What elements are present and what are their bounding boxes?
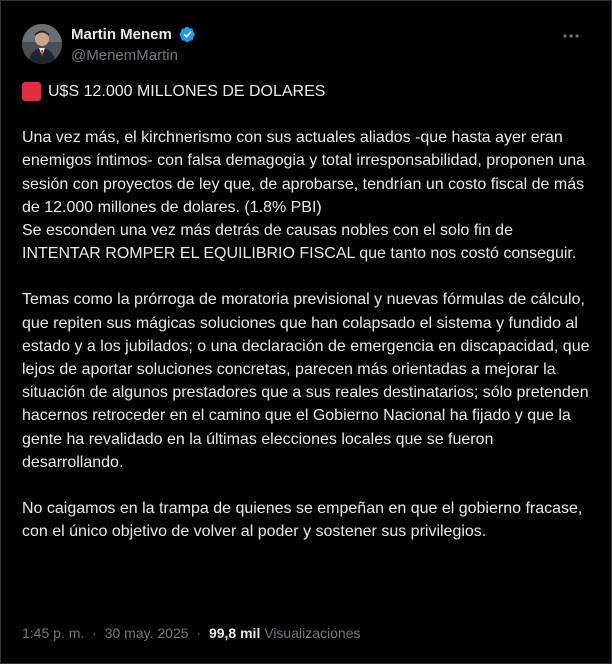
- tweet-paragraph-1: Una vez más, el kirchnerismo con sus actuales aliados -que hasta ayer eran enemigos íntimos- con falsa demagogia y total irresponsabilidad, proponen una sesión con proyectos de ley que, de aprobarse, tendrían un costo fiscal de más de 12.000 millones de dolares. (1.8% PBI) Se esconden una vez más detrás de causas nobles con el solo fin de INTENTAR ROMPER EL EQUILIBRIO FISCAL que tanto nos costó conseguir.: [22, 129, 586, 263]
- tweet-header: [22, 24, 595, 68]
- more-options-icon[interactable]: [561, 26, 581, 46]
- views-count[interactable]: 99,8 mil: [208, 625, 261, 641]
- tweet-headline: [22, 80, 594, 103]
- avatar[interactable]: [22, 24, 62, 64]
- tweet-date[interactable]: 30 may. 2025: [104, 625, 189, 641]
- tweet-paragraph-2: Temas como la prórroga de moratoria previsional y nuevas fórmulas de cálculo, que repiten sus mágicas soluciones que han colapsado el sistema y fundido al estado y a los jubilados; o una declaración de emergencia en discapacidad, que lejos de aportar soluciones concretas, parecen más orientadas a mejorar la situación de algunos prestadores que a sus reales destinatarios; sólo pretenden hacernos retroceder en el camino que el Gobierno Nacional ha fijado y que la gente ha revalidado en la últimas elecciones locales que se fueron desarrollando.: [22, 291, 590, 471]
- author-display-name[interactable]: Martin Menem: [71, 26, 172, 44]
- meta-separator-2: ·: [196, 625, 202, 641]
- tweet-time[interactable]: 1:45 p. m.: [22, 625, 85, 641]
- headline-text: U$S 12.000 MILLONES DE DOLARES: [48, 83, 326, 100]
- tweet-text: [22, 80, 594, 543]
- meta-separator: ·: [92, 625, 97, 641]
- tweet-paragraph-3: No caigamos en la trampa de quienes se empeñan en que el gobierno fracase, con el único objetivo de volver al poder y sostener sus privilegios.: [22, 500, 583, 541]
- views-label: Visualizaciones: [264, 625, 361, 641]
- verified-badge-icon: [179, 26, 196, 43]
- author-handle[interactable]: @MenemMartin: [71, 47, 178, 64]
- tweet-meta: [22, 625, 360, 641]
- red-square-icon: [22, 82, 41, 101]
- avatar-photo: [22, 24, 62, 64]
- author-names: [71, 26, 196, 64]
